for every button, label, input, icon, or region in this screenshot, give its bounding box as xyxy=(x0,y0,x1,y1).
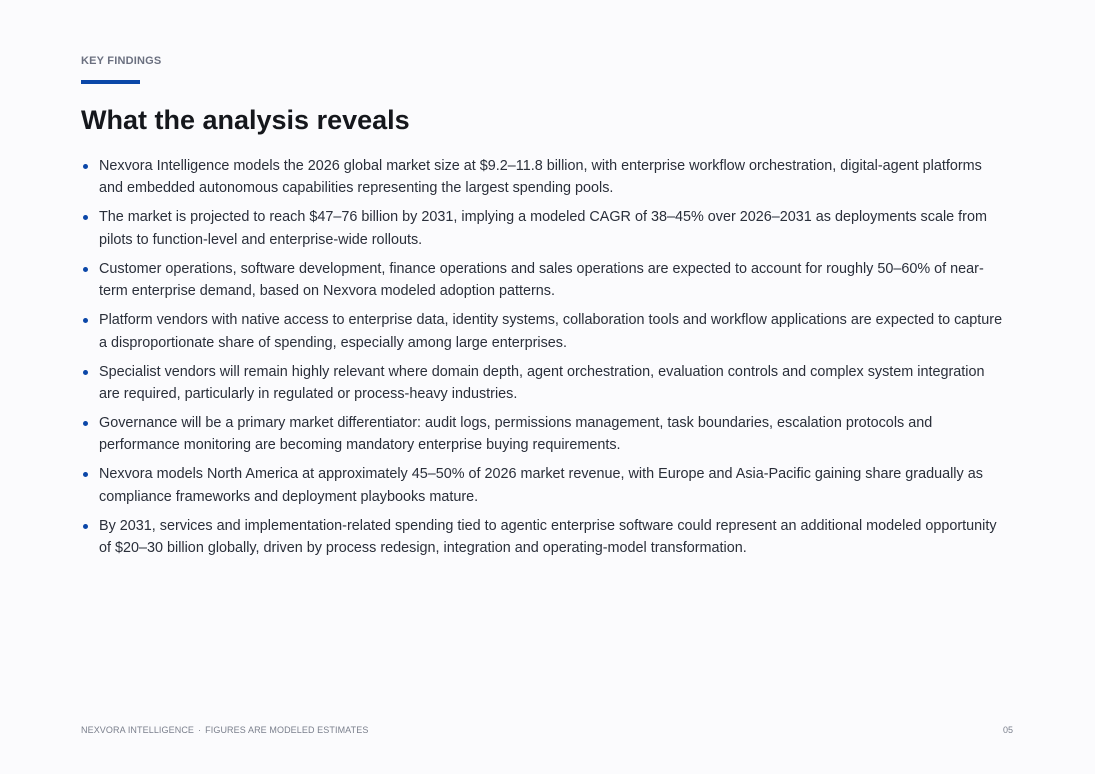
footer-note: FIGURES ARE MODELED ESTIMATES xyxy=(205,725,369,735)
finding-text: The market is projected to reach $47–76 billion by 2031, implying a modeled CAGR of 38–45% over 2026–2031 as deployments scale from pilots to function-level and enterprise-wide rollouts. xyxy=(99,209,987,248)
finding-item xyxy=(81,155,1006,200)
finding-item xyxy=(81,206,1006,251)
finding-text: Specialist vendors will remain highly relevant where domain depth, agent orchestration, evaluation controls and complex system integration are required, particularly in regulated or process-heavy industries. xyxy=(99,363,985,403)
findings-list xyxy=(81,155,1006,566)
bullet-icon xyxy=(83,472,88,477)
finding-text: Customer operations, software development, finance operations and sales operations are expected to account for roughly 50–60% of near-term enterprise demand, based on Nexvora modeled adoption patterns. xyxy=(99,260,984,300)
finding-text: Nexvora models North America at approximately 45–50% of 2026 market revenue, with Europe and Asia-Pacific gaining share gradually as compliance frameworks and deployment playbooks mature. xyxy=(99,466,983,505)
finding-item xyxy=(81,412,1006,457)
finding-text: Platform vendors with native access to enterprise data, identity systems, collaboration tools and workflow applications are expected to capture a disproportionate share of spending, especially among large enterprises. xyxy=(99,312,1003,351)
finding-item xyxy=(81,515,1006,560)
bullet-icon xyxy=(83,215,88,220)
finding-text: Governance will be a primary market differentiator: audit logs, permissions management, task boundaries, escalation protocols and performance monitoring are becoming mandatory enterprise buying requirements. xyxy=(99,415,933,454)
finding-item xyxy=(81,258,1006,303)
finding-item xyxy=(81,361,1006,406)
page-number: 05 xyxy=(1002,725,1013,735)
footer-source xyxy=(81,725,368,735)
finding-item xyxy=(81,463,1006,508)
page-title: What the analysis reveals xyxy=(81,105,410,135)
section-eyebrow: KEY FINDINGS xyxy=(81,55,162,67)
bullet-icon xyxy=(83,370,88,375)
accent-bar xyxy=(81,80,140,84)
finding-item xyxy=(81,309,1006,354)
bullet-icon xyxy=(83,164,88,169)
footer-separator: · xyxy=(198,725,202,735)
footer-brand: NEXVORA INTELLIGENCE xyxy=(81,725,195,735)
bullet-icon xyxy=(83,267,88,272)
finding-text: Nexvora Intelligence models the 2026 global market size at $9.2–11.8 billion, with enterprise workflow orchestration, digital-agent platforms and embedded autonomous capabilities representing the largest spending pools. xyxy=(99,158,982,197)
finding-text: By 2031, services and implementation-related spending tied to agentic enterprise software could represent an additional modeled opportunity of $20–30 billion globally, driven by process redesign, integration and operating-model transformation. xyxy=(99,517,997,557)
bullet-icon xyxy=(83,421,88,426)
bullet-icon xyxy=(83,318,88,323)
bullet-icon xyxy=(83,524,88,529)
